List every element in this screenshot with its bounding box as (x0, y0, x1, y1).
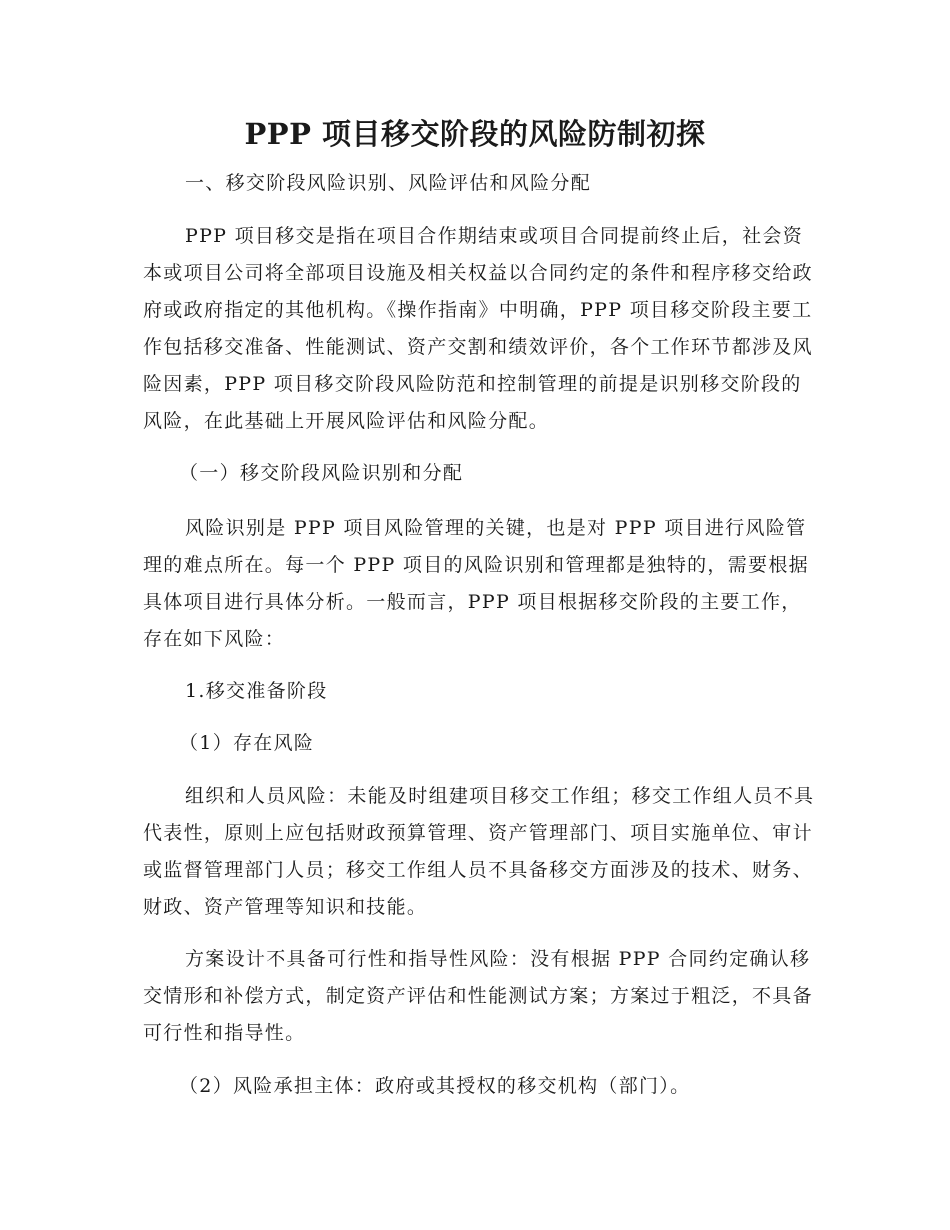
paragraph-1: PPP 项目移交是指在项目合作期结束或项目合同提前终止后，社会资本或项目公司将全部项目设施及相关权益以合同约定的条件和程序移交给政府或政府指定的其他机构。《操作指南》中明确，PPP 项目移交阶段主要工作包括移交准备、性能测试、资产交割和绩效评价，各个工作环节都涉及风险因素，PPP 项目移交阶段风险防范和控制管理的前提是识别移交阶段的风险，在此基础上开展风险评估和风险分配。 (143, 225, 813, 432)
document-title: PPP 项目移交阶段的风险防制初探 (244, 117, 706, 151)
section-heading-4: （1）存在风险 (179, 732, 315, 754)
section-heading-5: （2）风险承担主体：政府或其授权的移交机构（部门）。 (179, 1075, 691, 1097)
paragraph-4: 方案设计不具备可行性和指导性风险：没有根据 PPP 合同约定确认移交情形和补偿方式，制定资产评估和性能测试方案；方案过于粗泛，不具备可行性和指导性。 (143, 948, 813, 1044)
section-heading-1: 一、移交阶段风险识别、风险评估和风险分配 (185, 172, 592, 194)
section-heading-3: 1.移交准备阶段 (185, 680, 328, 702)
paragraph-2: 风险识别是 PPP 项目风险管理的关键，也是对 PPP 项目进行风险管理的难点所在。每一个 PPP 项目的风险识别和管理都是独特的，需要根据具体项目进行具体分析。一般而言，PPP 项目根据移交阶段的主要工作，存在如下风险： (143, 517, 809, 650)
section-heading-2: （一）移交阶段风险识别和分配 (179, 462, 464, 484)
paragraph-3: 组织和人员风险：未能及时组建项目移交工作组；移交工作组人员不具代表性，原则上应包括财政预算管理、资产管理部门、项目实施单位、审计或监督管理部门人员；移交工作组人员不具备移交方面涉及的技术、财务、财政、资产管理等知识和技能。 (143, 785, 815, 918)
